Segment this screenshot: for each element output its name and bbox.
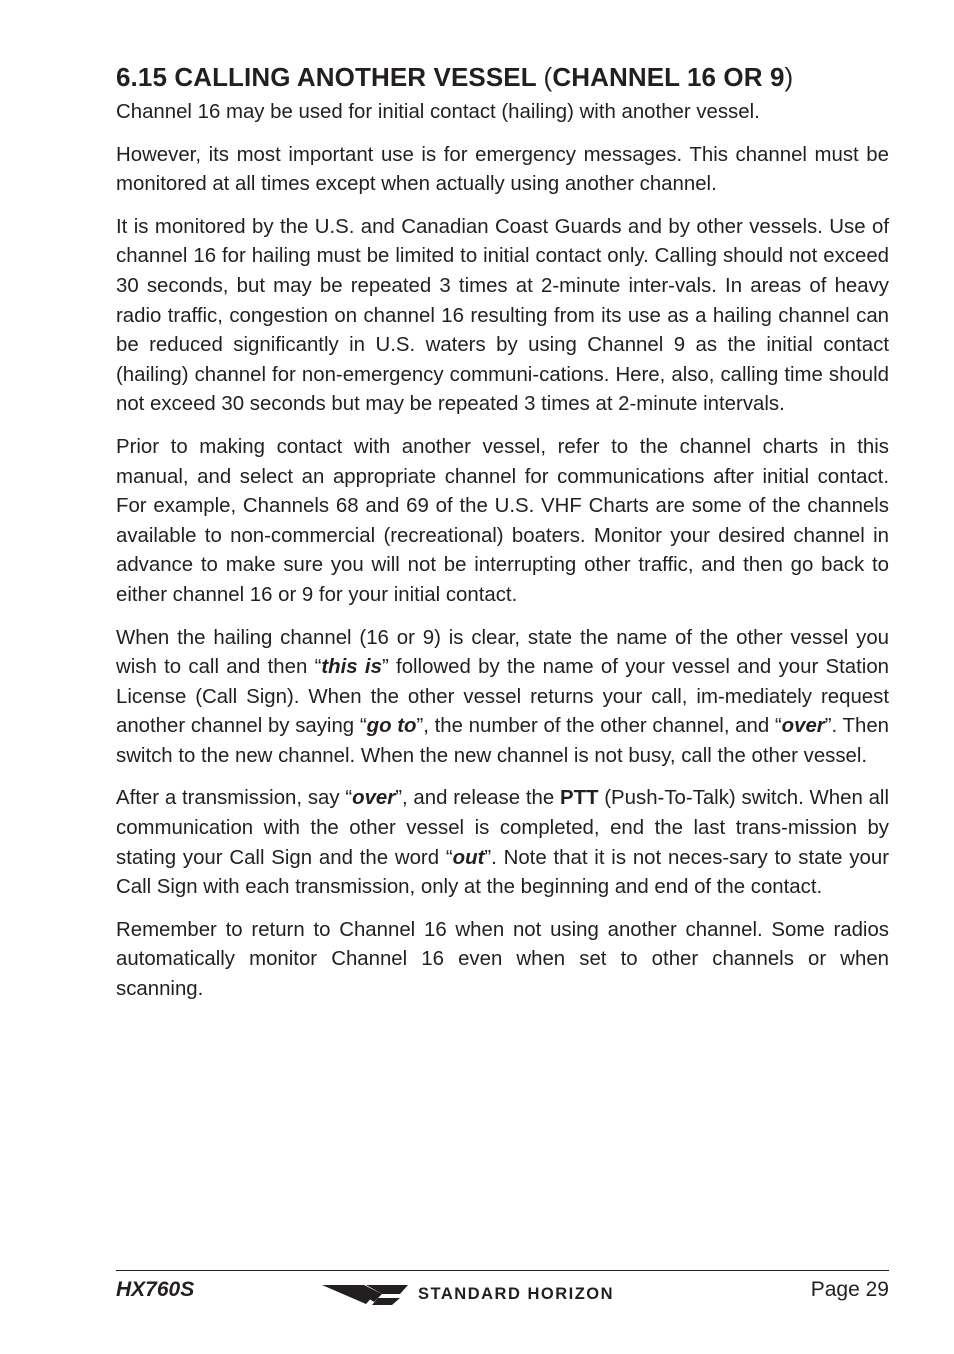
footer-divider [116,1270,889,1271]
p5-text-2: ” followed by the name of your vessel and your Station License (Call Sign). When the other vessel returns your call, im-mediately request another channel by saying “ [116,656,890,738]
paragraph-5 [116,624,889,772]
paragraph-2: However, its most important use is for emergency messages. This channel must be monitored at all times except when actually using another channel. [116,143,889,196]
p5-emphasis-go-to: go to [366,715,417,738]
paragraph-1: Channel 16 may be used for initial contact (hailing) with another vessel. [116,101,760,123]
page-content [116,60,889,1018]
p5-emphasis-over: over [781,715,825,738]
heading-main: 6.15 CALLING ANOTHER VESSEL [116,62,544,92]
heading-paren-open: ( [543,62,553,92]
brand-logo-text: STANDARD HORIZON [418,1284,615,1303]
heading-paren-close: ) [784,62,794,92]
p6-text-1: After a transmission, say “ [116,787,353,810]
paragraph-6 [116,784,889,902]
p6-bold-ptt: PTT [559,787,599,810]
p6-text-2: ”, and release the [395,787,560,810]
brand-logo-mark-icon [322,1282,410,1306]
p6-text-4: ”. Note that it is not neces-sary to state your Call Sign with each transmission, only at the beginning and end of the contact. [116,846,889,899]
brand-logo [322,1281,687,1307]
p6-emphasis-over: over [352,787,396,810]
p5-text-4: ”. Then switch to the new channel. When the new channel is not busy, call the other vessel. [116,715,890,767]
p6-emphasis-out: out [452,846,485,869]
paragraph-3: It is monitored by the U.S. and Canadian Coast Guards and by other vessels. Use of channel 16 for hailing must be limited to initial contact only. Calling should not exceed 30 seconds, but may be repeated 3 times at 2-minute inter-vals. In areas of heavy radio traffic, congestion on channel 16 resulting from its use as a hailing channel can be reduced significantly in U.S. waters by using Channel 9 as the initial contact (hailing) channel for non-emergency communi-cations. Here, also, calling time should not exceed 30 seconds but may be repeated 3 times at 2-minute intervals. [116,215,889,416]
page-number: Page 29 [810,1278,889,1301]
p5-text-3: ”, the number of the other channel, and “ [416,715,782,738]
section-heading [116,60,889,94]
footer-model-name: HX760S [116,1278,195,1301]
p6-text-3: (Push-To-Talk) switch. When all communication with the other vessel is completed, end the last trans-mission by stating your Call Sign and the word “ [116,787,889,869]
paragraph-4: Prior to making contact with another vessel, refer to the channel charts in this manual, and select an appropriate channel for communications after initial contact. For example, Channels 68 and 69 of the U.S. VHF Charts are some of the channels available to non-commercial (recreational) boaters. Monitor your desired channel in advance to make sure you will not be interrupting other traffic, and then go back to either channel 16 or 9 for your initial contact. [116,435,889,606]
p5-emphasis-this-is: this is [321,656,382,679]
paragraph-7: Remember to return to Channel 16 when not using another channel. Some radios automatically monitor Channel 16 even when set to other channels or when scanning. [116,918,889,1001]
heading-sub: CHANNEL 16 OR 9 [552,62,785,92]
p5-text-1: When the hailing channel (16 or 9) is clear, state the name of the other vessel you wish to call and then “ [116,626,889,679]
